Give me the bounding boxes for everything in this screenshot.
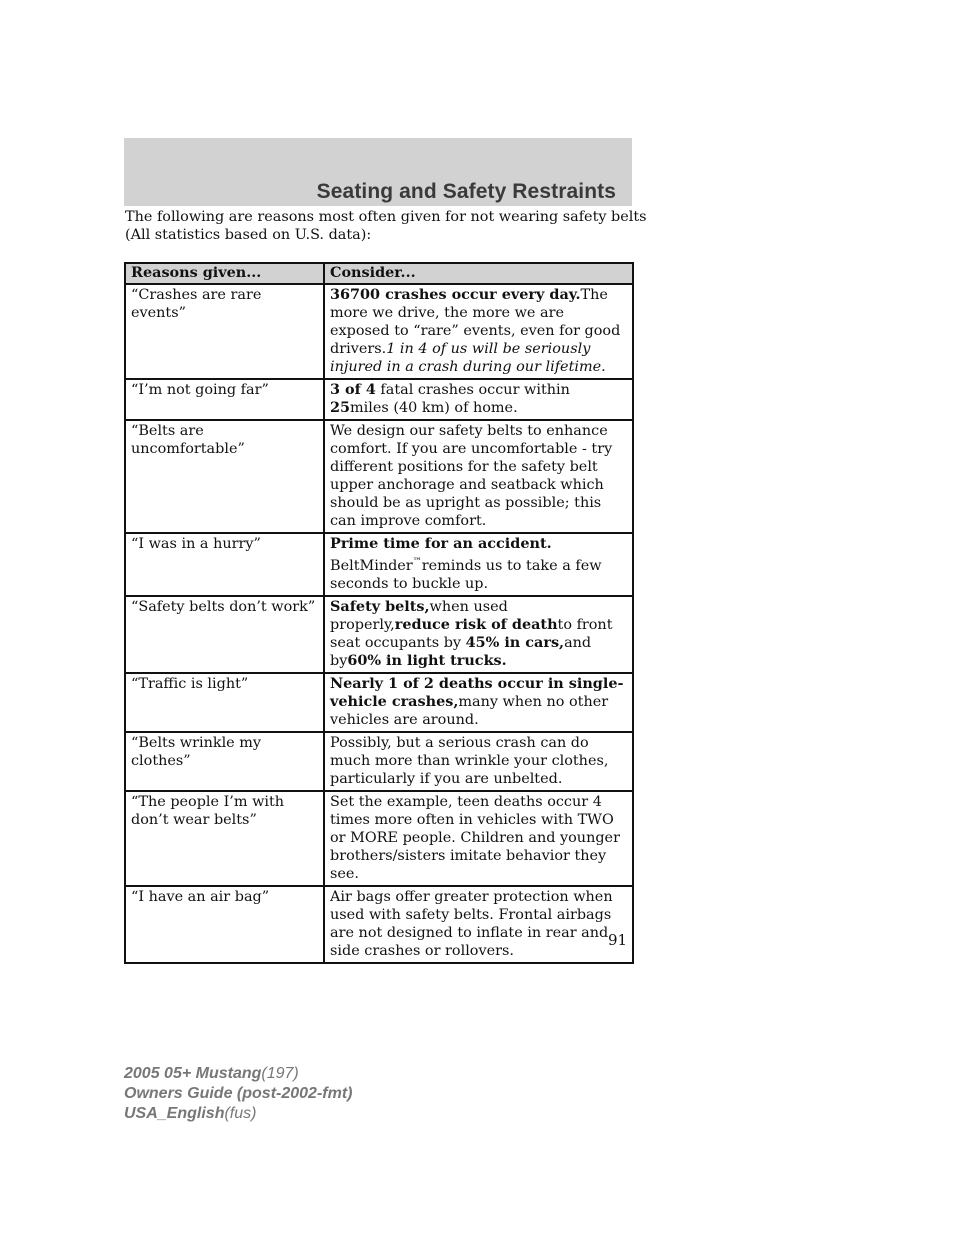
- reason-cell: “I was in a hurry”: [125, 533, 324, 596]
- table-row: [125, 596, 633, 673]
- trademark-icon: ™: [412, 557, 422, 567]
- reason-cell: “I have an air bag”: [125, 886, 324, 963]
- body-text: miles (40 km) of home.: [350, 400, 518, 416]
- table-row: [125, 791, 633, 886]
- consider-cell: [324, 284, 633, 379]
- page-number: 91: [608, 931, 628, 949]
- emphasis-text: Nearly 1 of 2 deaths occur in single-vehicle crashes,: [330, 674, 624, 710]
- consider-cell: We design our safety belts to enhance comfort. If you are uncomfortable - try different positions for the safety belt upper anchorage and seatback which should be as upright as possible; this can improve comfort.: [324, 420, 633, 533]
- footer-model-code: (197): [261, 1065, 299, 1082]
- column-header-reasons: Reasons given...: [125, 263, 324, 284]
- table-row: [125, 533, 633, 596]
- reason-cell: “Belts are uncomfortable”: [125, 420, 324, 533]
- footer-line-3: [124, 1104, 352, 1124]
- emphasis-text: 45% in cars,: [465, 633, 565, 651]
- consider-cell: [324, 673, 633, 732]
- footer-language: USA_English: [124, 1105, 225, 1122]
- table-row: [125, 379, 633, 420]
- body-text: BeltMinder: [330, 557, 413, 574]
- table-row: [125, 284, 633, 379]
- table-row: [125, 886, 633, 963]
- table-row: [125, 420, 633, 533]
- footer-model: 2005 05+ Mustang: [124, 1065, 262, 1082]
- reason-cell: “Traffic is light”: [125, 673, 324, 732]
- body-text: when used properly,: [330, 598, 508, 633]
- consider-cell: Possibly, but a serious crash can do much more than wrinkle your clothes, particularly if you are unbelted.: [324, 732, 633, 791]
- table-header-row: [125, 263, 633, 284]
- table-row: [125, 732, 633, 791]
- consider-cell: Set the example, teen deaths occur 4 times more often in vehicles with TWO or MORE people. Children and younger brothers/sisters imitate behavior they see.: [324, 791, 633, 886]
- emphasis-text: 3 of 4: [330, 381, 376, 398]
- consider-cell: [324, 379, 633, 420]
- footer-line-1: [124, 1064, 352, 1084]
- emphasis-text: Safety belts,: [330, 597, 430, 615]
- emphasis-text: 36700 crashes occur every day.: [330, 286, 581, 303]
- intro-line-1: The following are reasons most often given for not wearing safety belts: [125, 209, 647, 225]
- reason-cell: “I’m not going far”: [125, 379, 324, 420]
- body-text: fatal crashes occur within: [380, 382, 570, 398]
- reason-cell: “Safety belts don’t work”: [125, 596, 324, 673]
- footer-language-code: (fus): [224, 1105, 257, 1122]
- section-header: [124, 138, 632, 206]
- body-text: to front seat occupants by: [330, 616, 613, 651]
- body-text: many when no other vehicles are around.: [330, 693, 609, 728]
- reason-cell: “Belts wrinkle my clothes”: [125, 732, 324, 791]
- footer-line-2: [124, 1084, 352, 1104]
- emphasis-text: Prime time for an accident.: [330, 535, 552, 552]
- italic-text: 1 in 4 of us will be seriously injured in a crash during our lifetime.: [330, 341, 606, 375]
- intro-paragraph: [125, 208, 647, 244]
- body-text: The more we drive, the more we are exposed to “rare” events, even for good drivers.: [330, 287, 621, 357]
- emphasis-text: reduce risk of death: [394, 615, 558, 633]
- column-header-consider: Consider...: [324, 263, 633, 284]
- document-footer: [124, 1064, 352, 1124]
- reasons-table: [124, 262, 634, 964]
- body-text: reminds us to take a few seconds to buckle up.: [330, 557, 602, 592]
- section-title: Seating and Safety Restraints: [316, 180, 616, 203]
- emphasis-text: 25: [330, 399, 351, 416]
- intro-line-2: (All statistics based on U.S. data):: [125, 227, 372, 243]
- reason-cell: “The people I’m with don’t wear belts”: [125, 791, 324, 886]
- reason-cell: “Crashes are rare events”: [125, 284, 324, 379]
- consider-cell: [324, 533, 633, 596]
- emphasis-text: 60% in light trucks.: [347, 651, 507, 669]
- body-text: and by: [330, 634, 592, 669]
- footer-guide: Owners Guide (post-2002-fmt): [124, 1085, 353, 1102]
- consider-cell: [324, 596, 633, 673]
- table-row: [125, 673, 633, 732]
- consider-cell: Air bags offer greater protection when used with safety belts. Frontal airbags are not designed to inflate in rear and side crashes or rollovers.: [324, 886, 633, 963]
